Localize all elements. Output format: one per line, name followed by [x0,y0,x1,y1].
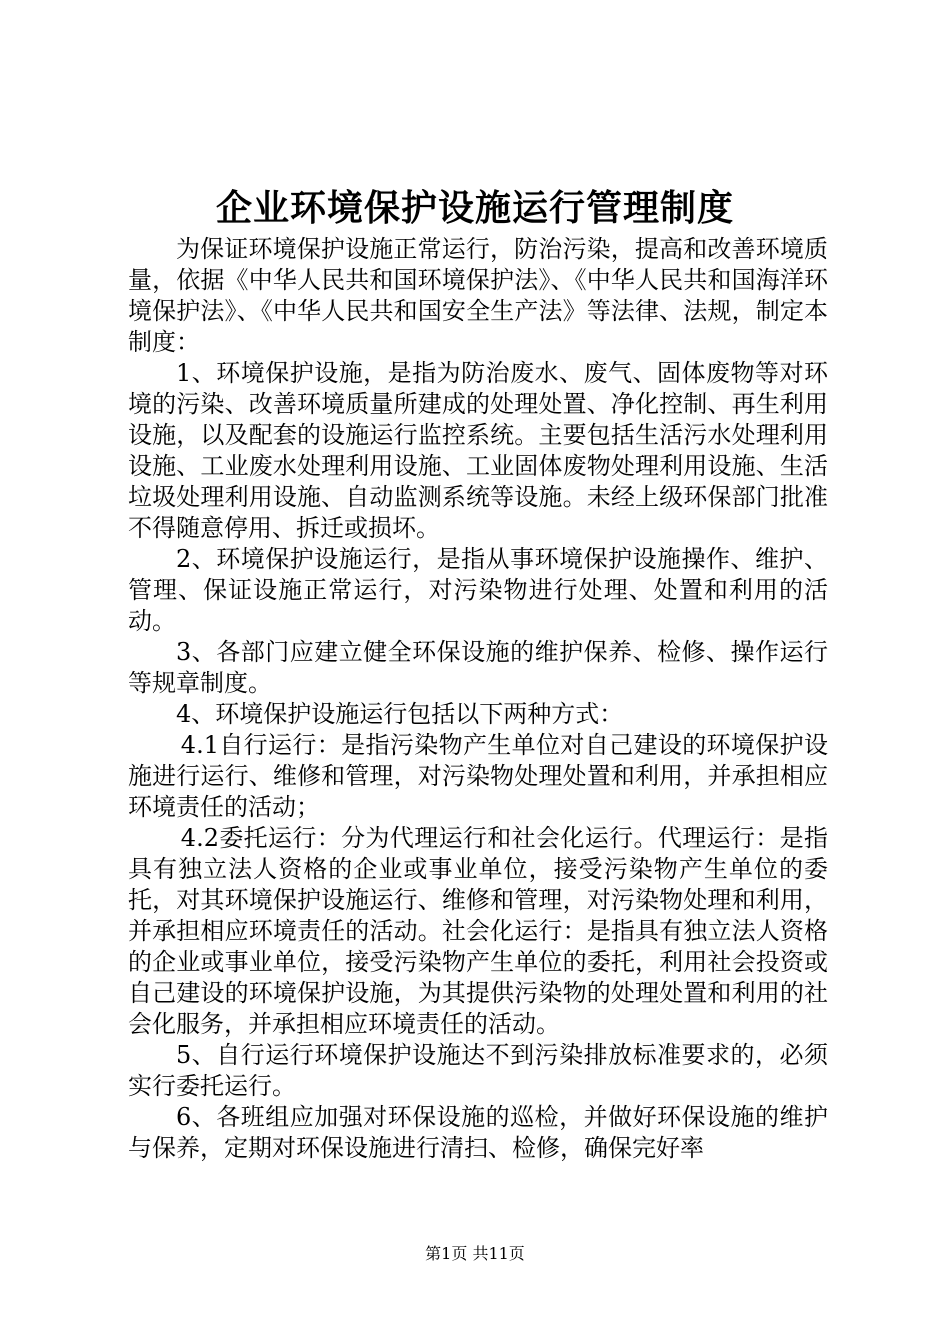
paragraph-2: 2、环境保护设施运行，是指从事环境保护设施操作、维护、管理、保证设施正常运行，对污染物进行处理、处置和利用的活动。 [128,545,828,635]
paragraph-1: 1、环境保护设施，是指为防治废水、废气、固体废物等对环境的污染、改善环境质量所建成的处理处置、净化控制、再生利用设施，以及配套的设施运行监控系统。主要包括生活污水处理利用设施、工业废水处理利用设施、工业固体废物处理利用设施、生活垃圾处理利用设施、自动监测系统等设施。未经上级环保部门批准不得随意停用、拆迁或损坏。 [128,359,828,542]
paragraph-5: 5、自行运行环境保护设施达不到污染排放标准要求的，必须实行委托运行。 [128,1041,828,1100]
paragraph-4: 4、环境保护设施运行包括以下两种方式： [176,700,624,728]
paragraph-6: 6、各班组应加强对环保设施的巡检，并做好环保设施的维护与保养，定期对环保设施进行清扫、检修，确保完好率 [128,1103,828,1162]
paragraph-intro: 为保证环境保护设施正常运行，防治污染，提高和改善环境质量，依据《中华人民共和国环境保护法》、《中华人民共和国海洋环境保护法》、《中华人民共和国安全生产法》等法律、法规，制定本制度： [128,235,828,356]
document-title: 企业环境保护设施运行管理制度 [215,187,734,229]
document-body [128,234,828,1164]
paragraph-4-2: 4.2委托运行：分为代理运行和社会化运行。代理运行：是指具有独立法人资格的企业或事业单位，接受污染物产生单位的委托，对其环境保护设施运行、维修和管理，对污染物处理和利用，并承担相应环境责任的活动。社会化运行：是指具有独立法人资格的企业或事业单位，接受污染物产生单位的委托，利用社会投资或自己建设的环境保护设施，为其提供污染物的处理处置和利用的社会化服务，并承担相应环境责任的活动。 [128,824,828,1038]
page-number-footer: 第1页 共11页 [425,1244,525,1263]
paragraph-3: 3、各部门应建立健全环保设施的维护保养、检修、操作运行等规章制度。 [128,638,828,697]
paragraph-4-1: 4.1自行运行：是指污染物产生单位对自己建设的环境保护设施进行运行、维修和管理，对污染物处理处置和利用，并承担相应环境责任的活动； [128,731,828,821]
